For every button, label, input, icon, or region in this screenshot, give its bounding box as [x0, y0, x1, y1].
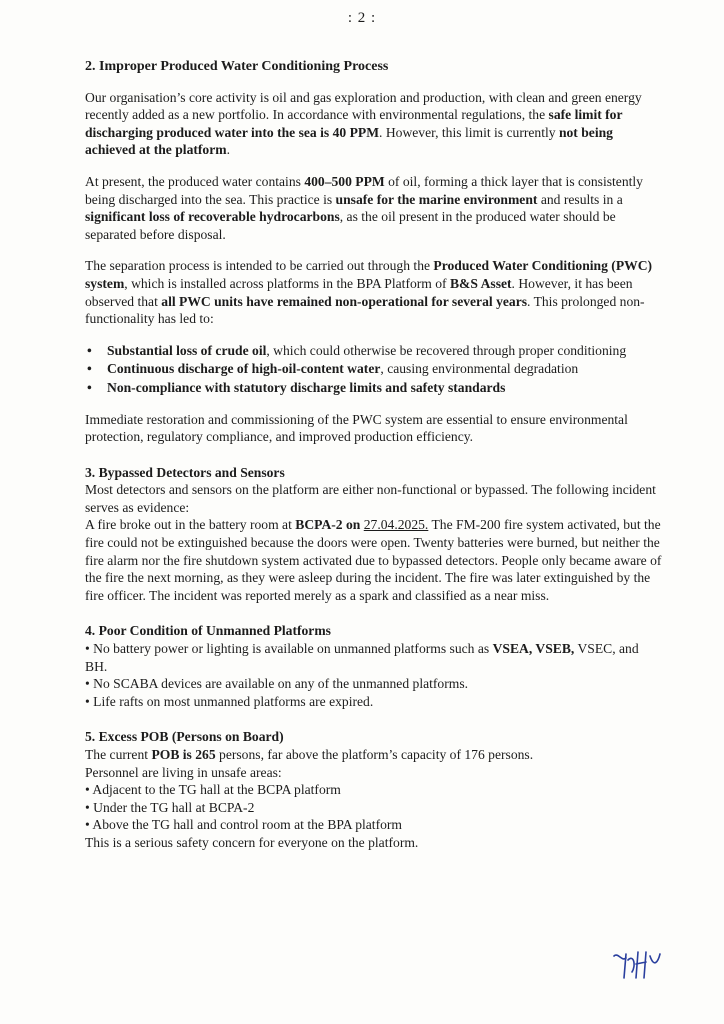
text-run: This is a serious safety concern for everyone on the platform.: [85, 834, 419, 850]
section-5: [85, 728, 663, 851]
bullet-item: [85, 360, 663, 378]
text-run: The current: [85, 747, 152, 762]
bold-text: all PWC units have remained non-operational for several years: [161, 293, 528, 309]
section-4: [85, 622, 663, 710]
bold-text: BCPA-2 on: [295, 517, 361, 533]
section-3-title: 3. Bypassed Detectors and Sensors: [85, 464, 285, 480]
bullet-item: [85, 379, 663, 397]
section-4-line: [85, 693, 663, 711]
underlined-date: 27.04.2025.: [363, 517, 429, 533]
text-run: • Above the TG hall and control room at the BPA platform: [85, 817, 402, 833]
section-5-line: [85, 746, 663, 764]
text-run: of oil, forming a thick layer that is consistently being discharged into the sea. This practice is: [85, 173, 643, 207]
text-run: . However, this limit is currently: [379, 124, 559, 140]
section-3-incident: [85, 516, 663, 604]
section-2-paragraph-1: [85, 89, 663, 159]
text-run: VSEC, and BH.: [85, 641, 639, 674]
bold-text: significant loss of recoverable hydrocarbons: [85, 209, 340, 225]
bold-text: B&S Asset: [449, 275, 512, 291]
text-run: , as the oil present in the produced water should be separated before disposal.: [85, 209, 616, 242]
section-2-paragraph-4: Immediate restoration and commissioning of the PWC system are essential to ensure environmental protection, regulatory compliance, and improved production efficiency.: [85, 411, 628, 445]
text-run: The separation process is intended to be carried out through the: [85, 258, 434, 274]
text-run: , causing environmental degradation: [380, 361, 579, 377]
bold-text: 400–500 PPM: [304, 173, 385, 189]
page-number: : 2 :: [347, 10, 377, 26]
section-4-line: [85, 640, 663, 675]
section-5-line: [85, 799, 663, 817]
section-5-line: [85, 781, 663, 799]
bold-text: VSEA, VSEB,: [492, 641, 575, 657]
bold-text: safe limit for discharging produced water into the sea is 40 PPM: [85, 107, 623, 140]
text-run: • No SCABA devices are available on any of the unmanned platforms.: [85, 676, 469, 692]
section-2-paragraph-3: [85, 257, 663, 327]
bold-text: Continuous discharge of high-oil-content water: [107, 361, 381, 377]
bullet-item: [85, 342, 663, 360]
text-run: • Adjacent to the TG hall at the BCPA platform: [85, 782, 341, 798]
text-run: A fire broke out in the battery room at: [85, 517, 296, 533]
text-run: • Life rafts on most unmanned platforms are expired.: [85, 693, 374, 709]
section-3: [85, 464, 663, 605]
section-2-title: 2. Improper Produced Water Conditioning Process: [85, 59, 389, 74]
text-run: Our organisation’s core activity is oil and gas exploration and production, with clean and green energy recently added as a new portfolio. In accordance with environmental regulations, the: [85, 89, 642, 123]
bold-text: Substantial loss of crude oil: [107, 342, 267, 358]
section-5-title: 5. Excess POB (Persons on Board): [85, 729, 284, 745]
text-run: .: [226, 142, 230, 158]
text-run: , which could otherwise be recovered through proper conditioning: [266, 342, 627, 358]
section-5-line: [85, 764, 663, 782]
text-run: and results in a: [537, 191, 623, 207]
document-body: [85, 58, 663, 852]
section-5-line: [85, 834, 663, 852]
text-run: . However, it has been observed that: [85, 275, 633, 309]
bold-text: POB is 265: [151, 747, 216, 762]
text-run: At present, the produced water contains: [85, 173, 305, 189]
text-run: , which is installed across platforms in the BPA Platform of: [124, 275, 450, 291]
section-5-line: [85, 816, 663, 834]
section-4-title: 4. Poor Condition of Unmanned Platforms: [85, 623, 331, 639]
bold-text: Produced Water Conditioning (PWC) system: [85, 258, 653, 291]
text-run: Personnel are living in unsafe areas:: [85, 764, 282, 780]
text-run: The FM-200 fire system activated, but the fire could not be extinguished because the doors were open. Twenty batteries were burned, but neither the fire alarm nor the fire shutdown system activated due to bypassed detectors. People only became aware of the fire the next morning, as they were asleep during the incident. The fire was later extinguished by the fire officer. The incident was reported merely as a spark and classified as a near miss.: [85, 517, 662, 603]
text-run: • Under the TG hall at BCPA-2: [85, 799, 255, 815]
section-2: [85, 58, 663, 446]
text-run: persons, far above the platform’s capacity of 176 persons.: [215, 747, 534, 762]
section-3-intro: Most detectors and sensors on the platform are either non-functional or bypassed. The following incident serves as evidence:: [85, 482, 656, 515]
section-2-paragraph-2: [85, 173, 663, 243]
bold-text: not being achieved at the platform: [85, 124, 613, 158]
text-run: • No battery power or lighting is available on unmanned platforms such as: [85, 641, 493, 657]
bold-text: unsafe for the marine environment: [335, 191, 538, 207]
handwritten-signature: [610, 948, 662, 984]
text-run: . This prolonged non-functionality has led to:: [85, 293, 645, 327]
bold-text: Non-compliance with statutory discharge limits and safety standards: [107, 379, 506, 395]
section-2-bullet-list: [85, 342, 663, 397]
section-4-line: [85, 675, 663, 693]
